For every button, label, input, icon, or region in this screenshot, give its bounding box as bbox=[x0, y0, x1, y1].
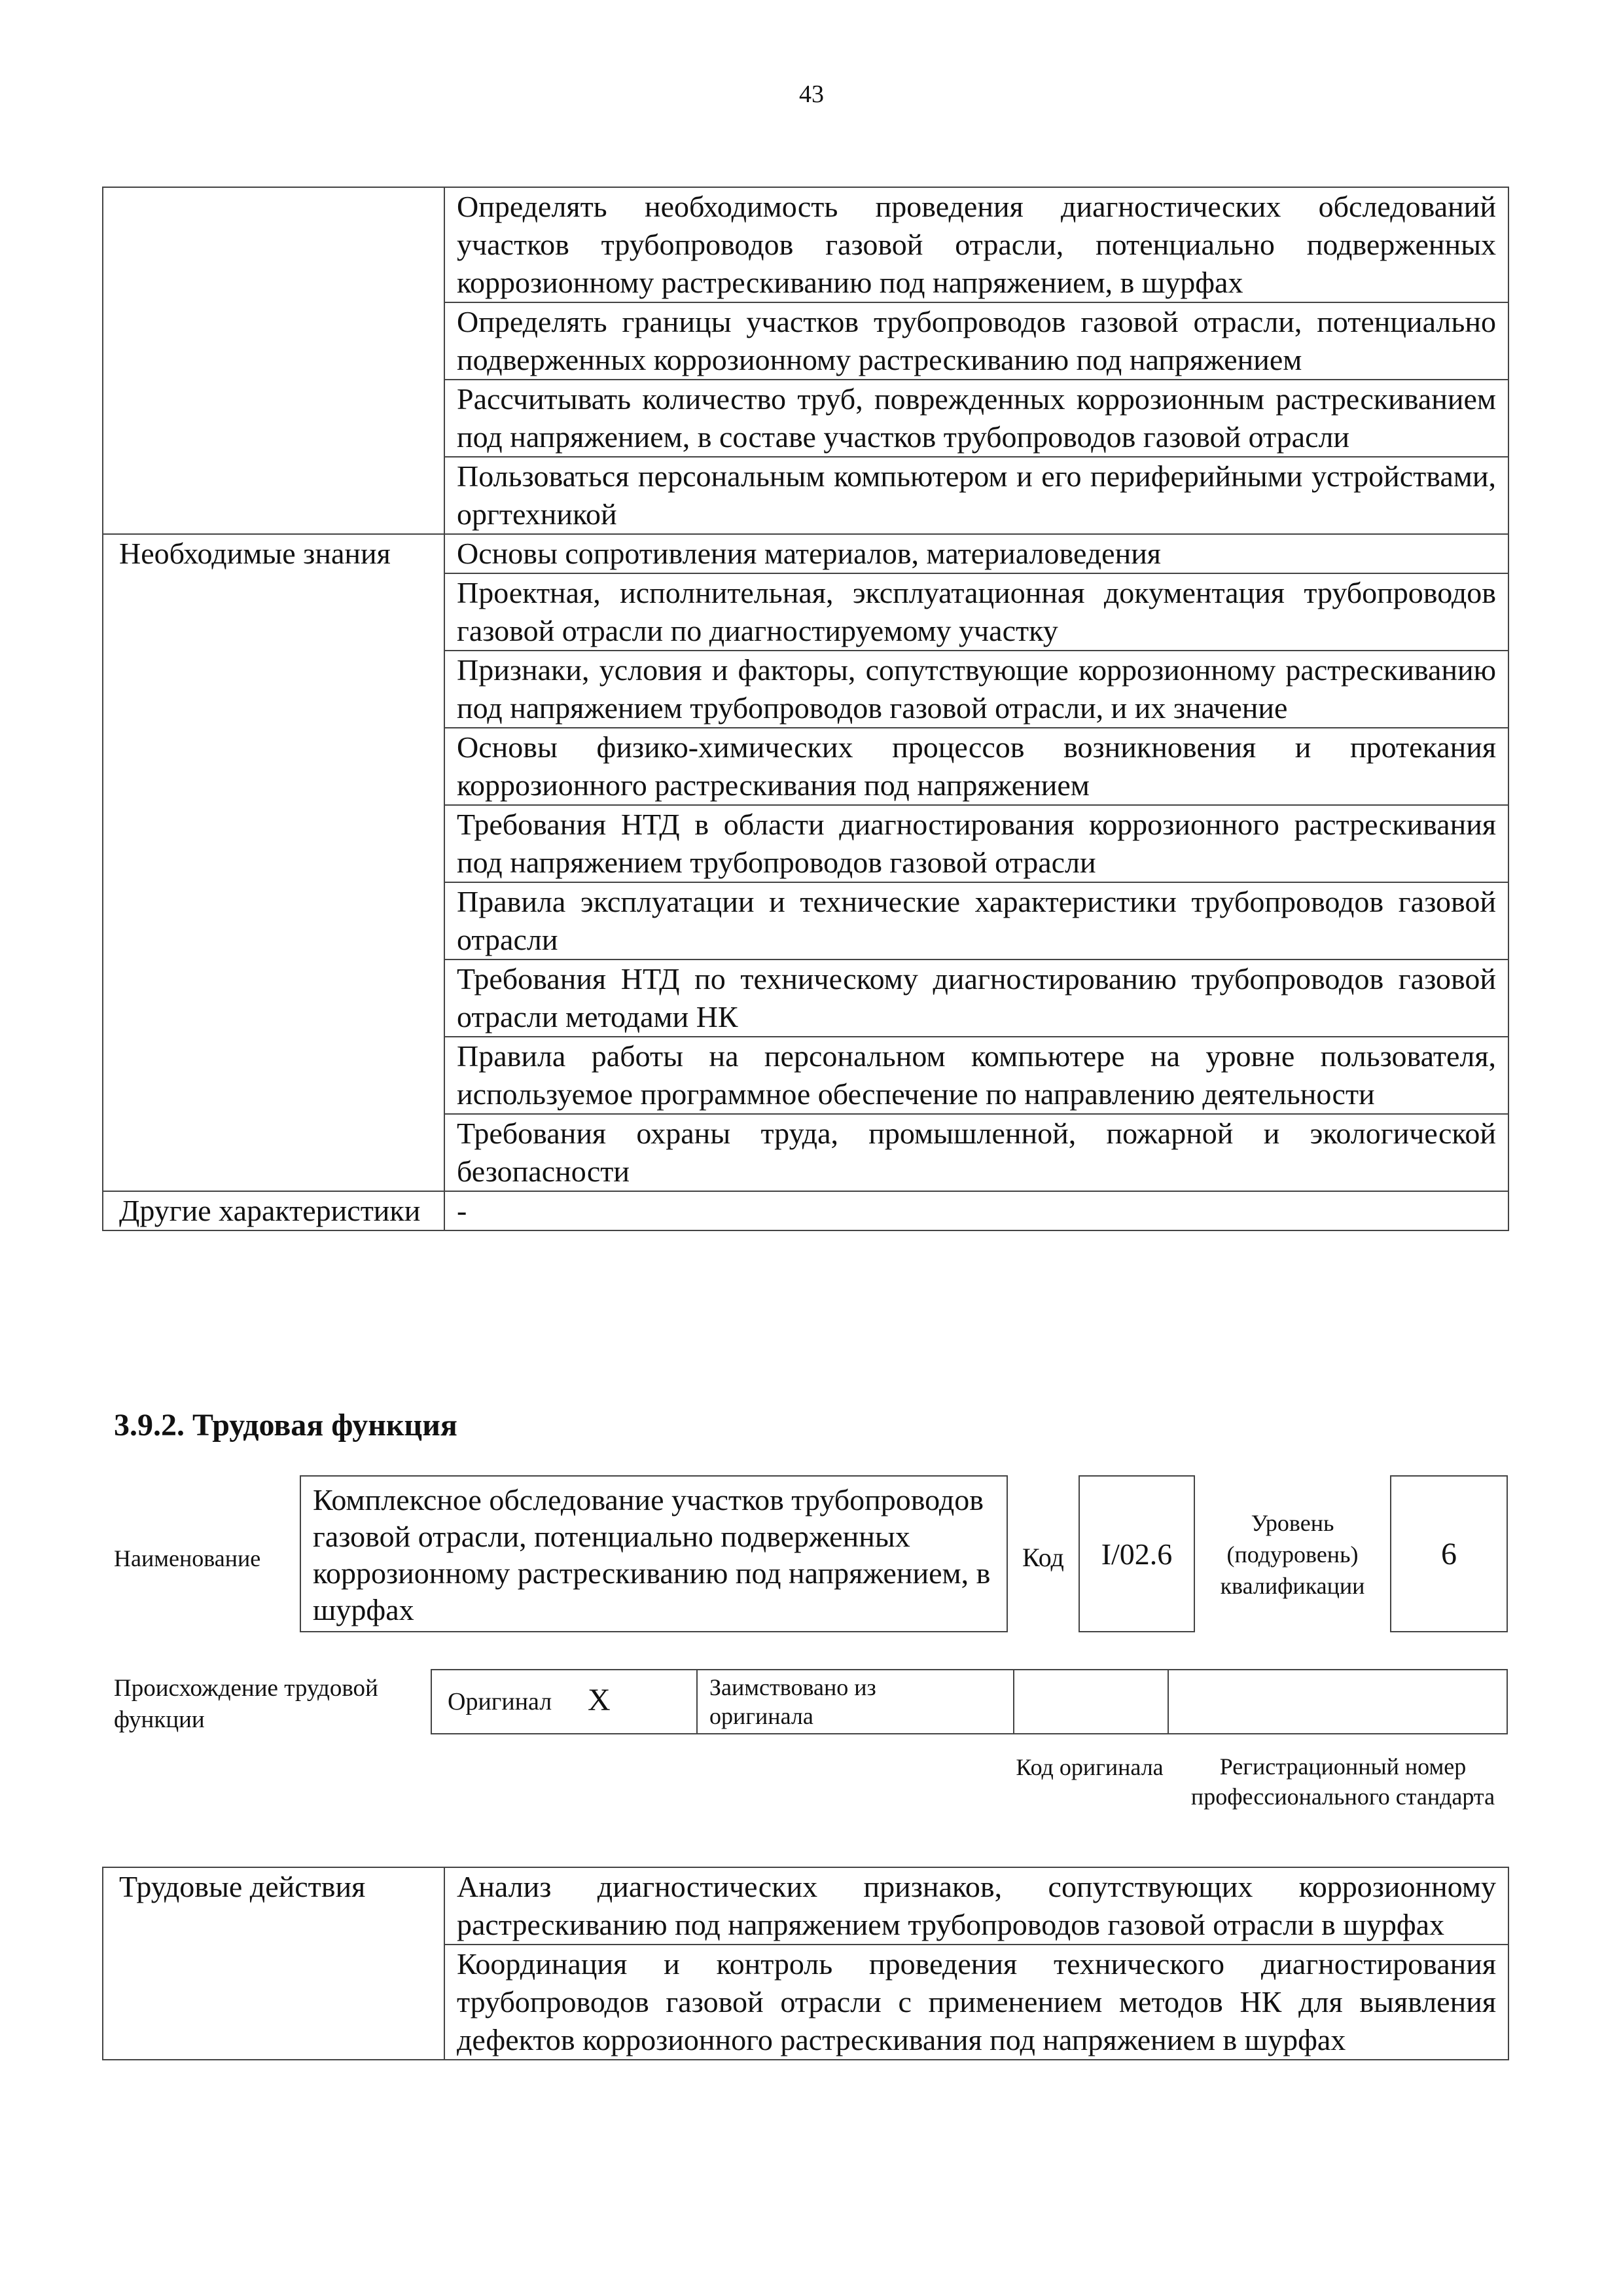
divider bbox=[1013, 1669, 1014, 1734]
registration-number-caption: Регистрационный номер профессионального стандарта bbox=[1190, 1753, 1495, 1810]
knowledge-item: Основы сопротивления материалов, материаловедения bbox=[444, 534, 1508, 573]
skill-item: Пользоваться персональным компьютером и его периферийными устройствами, оргтехникой bbox=[444, 457, 1508, 534]
original-label: Оригинал bbox=[448, 1688, 552, 1715]
skill-item: Определять необходимость проведения диагностических обследований участков трубопроводов газовой отрасли, потенциально подверженных коррозионному растрескиванию под напряжением, в шурфах bbox=[444, 187, 1508, 302]
row-label-empty bbox=[103, 187, 444, 534]
name-label: Наименование bbox=[114, 1545, 261, 1571]
original-mark: X bbox=[588, 1683, 611, 1717]
other-characteristics-label: Другие характеристики bbox=[103, 1191, 444, 1230]
knowledge-item: Требования охраны труда, промышленной, пожарной и экологической безопасности bbox=[444, 1114, 1508, 1191]
skill-item: Рассчитывать количество труб, поврежденных коррозионным растрескиванием под напряжением, в составе участков трубопроводов газовой отрасли bbox=[444, 380, 1508, 457]
labor-action-item: Координация и контроль проведения технического диагностирования трубопроводов газовой отрасли с применением методов НК для выявления дефектов коррозионного растрескивания под напряжением в шурфах bbox=[444, 1945, 1508, 2060]
knowledge-item: Признаки, условия и факторы, сопутствующие коррозионному растрескиванию под напряжением трубопроводов газовой отрасли, и их значение bbox=[444, 651, 1508, 728]
function-name-box bbox=[300, 1475, 1008, 1632]
skills-knowledge-table bbox=[102, 187, 1509, 1231]
knowledge-item: Правила работы на персональном компьютере на уровне пользователя, используемое программное обеспечение по направлению деятельности bbox=[444, 1037, 1508, 1114]
function-name-value: Комплексное обследование участков трубопроводов газовой отрасли, потенциально подверженных коррозионному растрескиванию под напряжением, в шурфах bbox=[313, 1483, 991, 1626]
table-row bbox=[103, 1191, 1508, 1230]
knowledge-item: Правила эксплуатации и технические характеристики трубопроводов газовой отрасли bbox=[444, 882, 1508, 960]
labor-actions-table bbox=[102, 1867, 1509, 2060]
table-row bbox=[103, 534, 1508, 573]
qualification-level-value: 6 bbox=[1390, 1475, 1508, 1632]
knowledge-item: Требования НТД в области диагностирования коррозионного растрескивания под напряжением трубопроводов газовой отрасли bbox=[444, 805, 1508, 882]
skill-item: Определять границы участков трубопроводов газовой отрасли, потенциально подверженных коррозионному растрескиванию под напряжением bbox=[444, 302, 1508, 380]
origin-row bbox=[431, 1669, 1508, 1734]
knowledge-item: Требования НТД по техническому диагностированию трубопроводов газовой отрасли методами НК bbox=[444, 960, 1508, 1037]
code-label: Код bbox=[1022, 1543, 1064, 1572]
original-code-caption: Код оригинала bbox=[1016, 1754, 1164, 1780]
borrowed-label: Заимствовано из оригинала bbox=[709, 1674, 876, 1729]
divider bbox=[1168, 1669, 1169, 1734]
table-row bbox=[103, 1867, 1508, 1945]
labor-actions-label: Трудовые действия bbox=[103, 1867, 444, 2060]
origin-label: Происхождение трудовой функции bbox=[114, 1675, 378, 1733]
labor-action-item: Анализ диагностических признаков, сопутствующих коррозионному растрескиванию под напряжением трубопроводов газовой отрасли в шурфах bbox=[444, 1867, 1508, 1945]
table-row bbox=[103, 187, 1508, 302]
page-number: 43 bbox=[799, 81, 824, 108]
knowledge-item: Проектная, исполнительная, эксплуатационная документация трубопроводов газовой отрасли по диагностируемому участку bbox=[444, 573, 1508, 651]
required-knowledge-label: Необходимые знания bbox=[103, 534, 444, 1191]
other-characteristics-value: - bbox=[444, 1191, 1508, 1230]
knowledge-item: Основы физико-химических процессов возникновения и протекания коррозионного растрескивания под напряжением bbox=[444, 728, 1508, 805]
divider bbox=[696, 1669, 698, 1734]
code-value: I/02.6 bbox=[1079, 1475, 1195, 1632]
qualification-level-label: Уровень (подуровень) квалификации bbox=[1220, 1510, 1365, 1599]
section-heading: 3.9.2. Трудовая функция bbox=[114, 1408, 457, 1443]
